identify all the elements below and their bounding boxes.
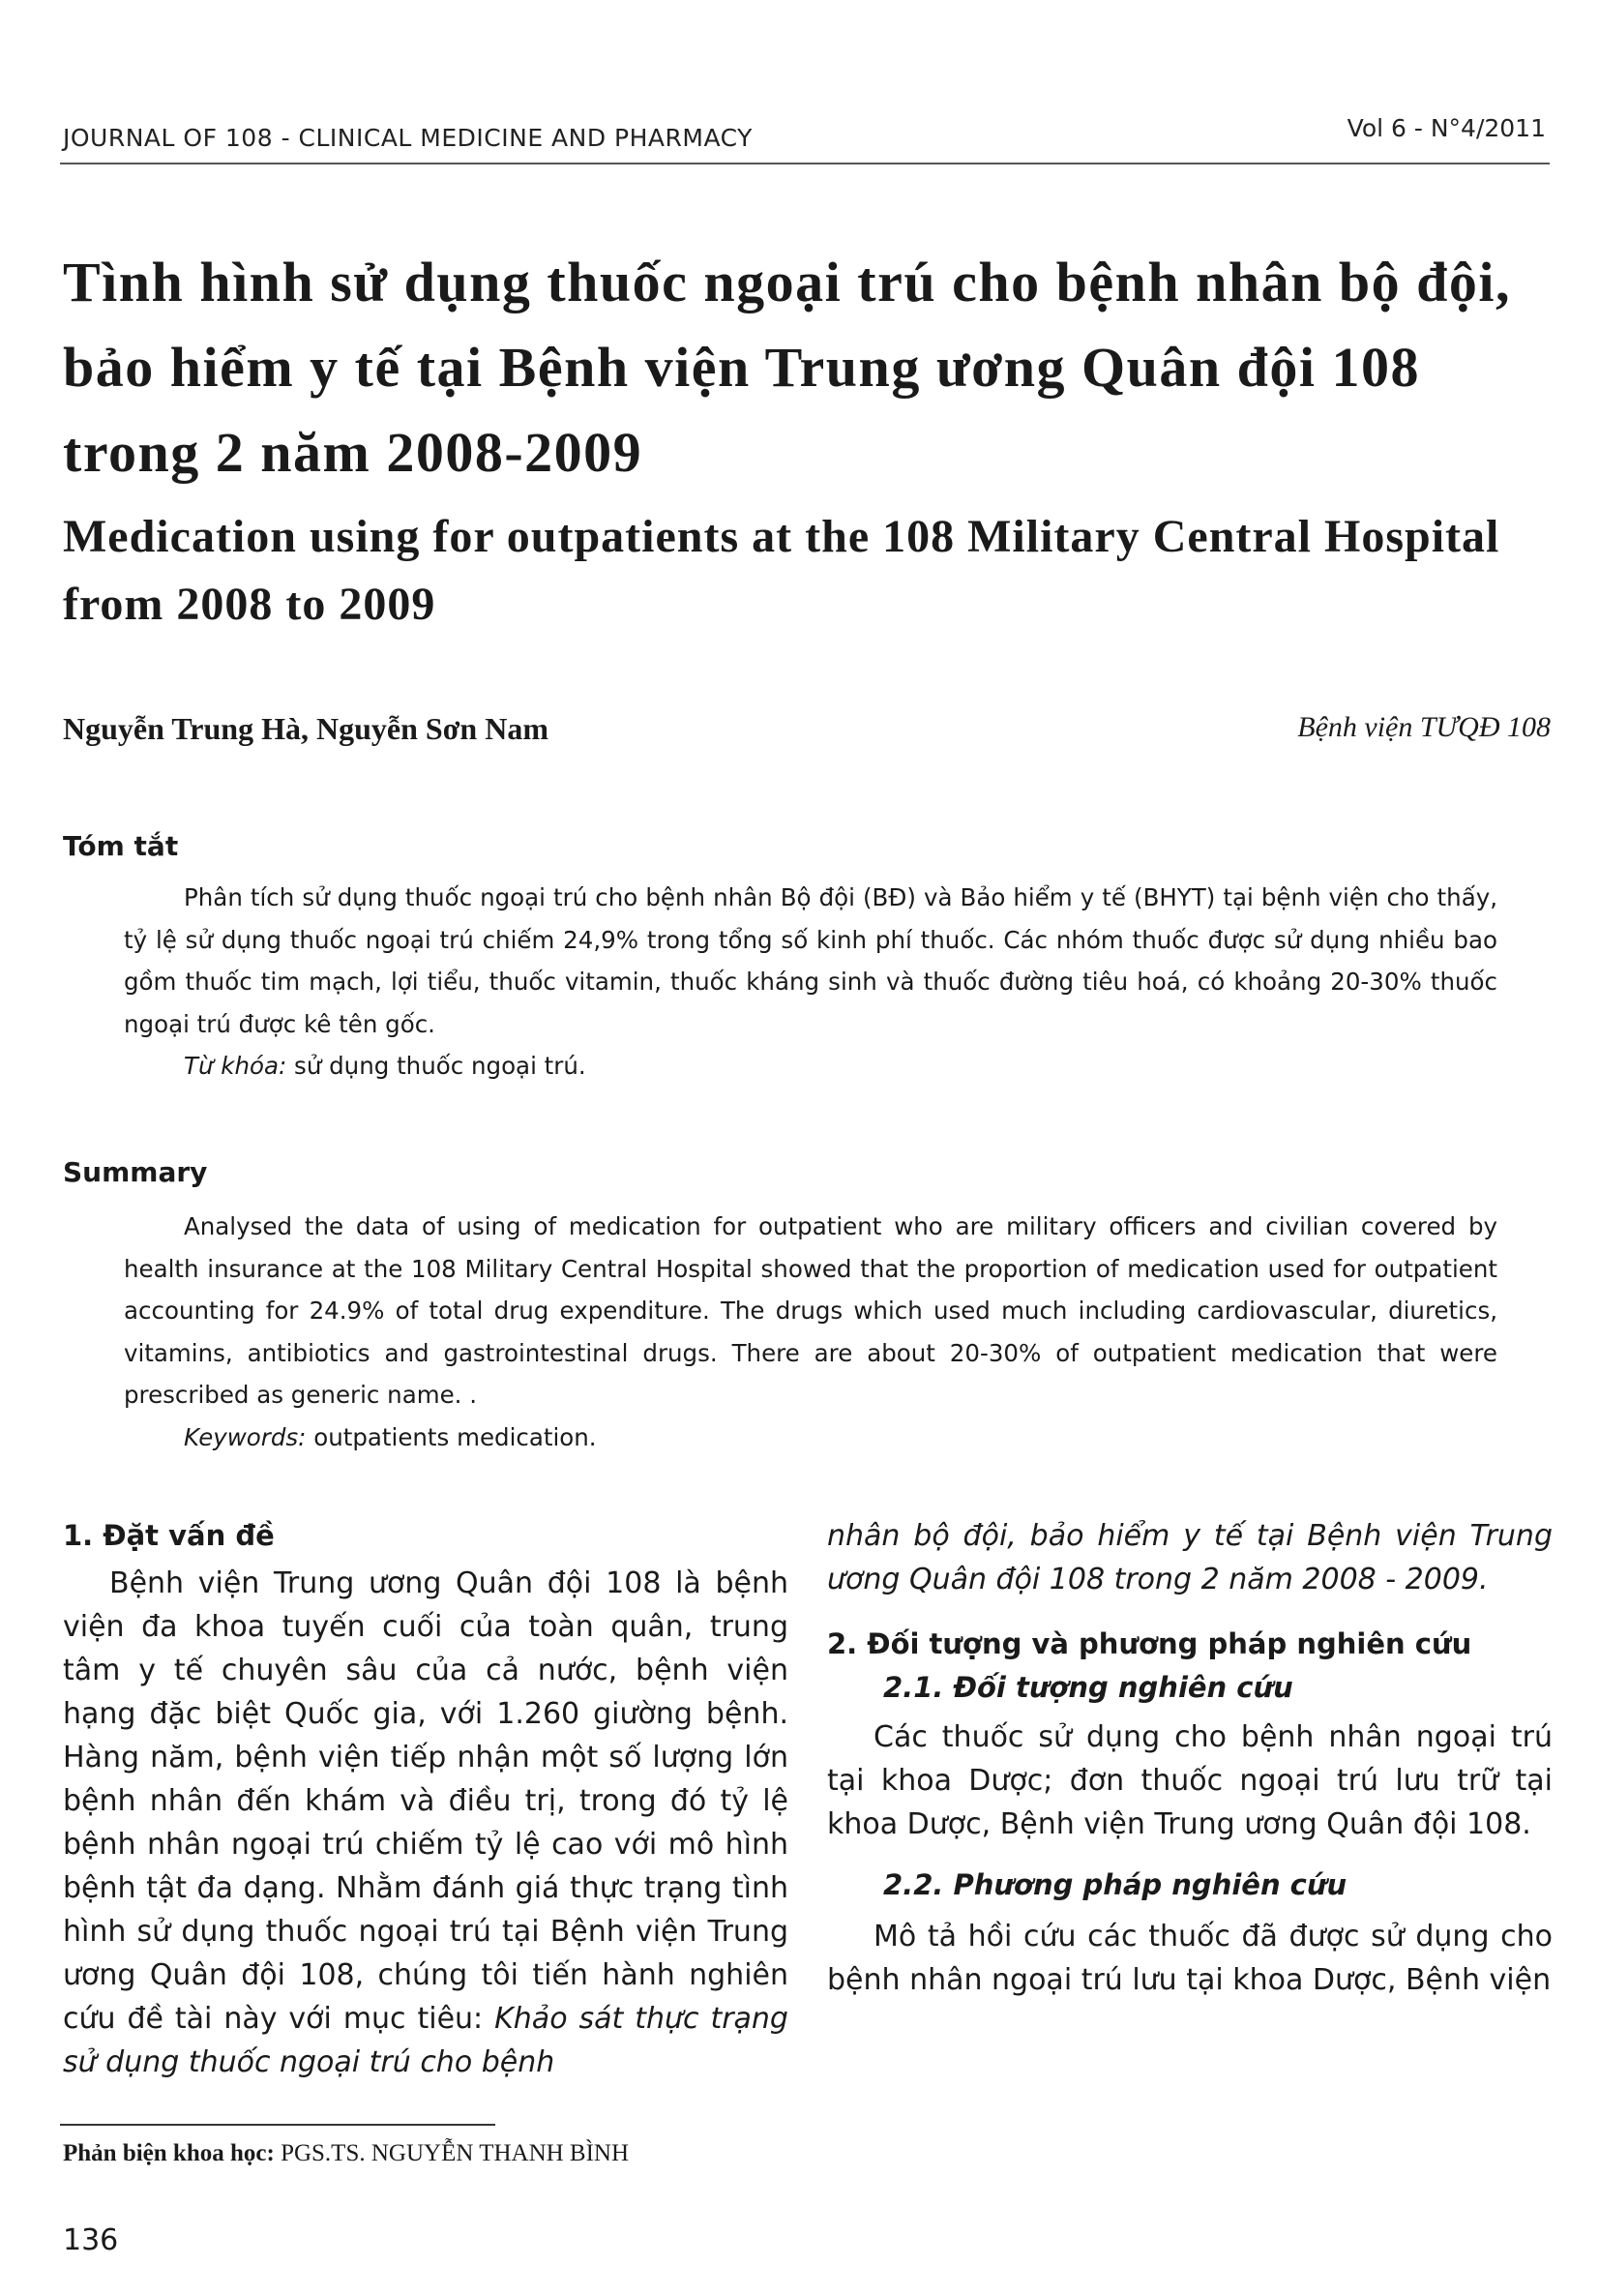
objective-continued: nhân bộ đội, bảo hiểm y tế tại Bệnh viện Trung ương Quân đội 108 trong 2 năm 2008 - 2009. <box>827 1519 1553 1596</box>
reviewer-name: PGS.TS. NGUYỄN THANH BÌNH <box>274 2140 630 2166</box>
keywords-label-vi: Từ khóa: <box>184 1052 287 1080</box>
reviewer-label: Phản biện khoa học: <box>63 2140 275 2166</box>
title-english: Medication using for outpatients at the 108 Military Central Hospital from 2008 to 2009 <box>63 511 1500 630</box>
footnote-divider <box>60 2124 495 2126</box>
summary-vi-keywords <box>124 1045 1497 1088</box>
left-column <box>63 1514 788 2084</box>
section-2-heading: 2. Đối tượng và phương pháp nghiên cứu <box>827 1627 1472 1660</box>
summary-vi-heading: Tóm tắt <box>63 830 179 862</box>
summary-vi <box>124 877 1497 1088</box>
authors: Nguyễn Trung Hà, Nguyễn Sơn Nam <box>63 711 548 746</box>
summary-en-heading: Summary <box>63 1156 208 1188</box>
footnote <box>63 2140 629 2167</box>
keywords-label-en: Keywords: <box>184 1422 307 1451</box>
summary-en-body: Analysed the data of using of medication for outpatient who are military officers and civilian covered by health insurance at the 108 Military Central Hospital showed that the proportion of medication used for outpatient accounting for 24.9% of total drug expenditure. The drugs which used much including cardiovascular, diuretics, vitamins, antibiotics and gastrointestinal drugs. There are about 20-30% of outpatient medication that were prescribed as generic name. . <box>124 1212 1497 1409</box>
summary-vi-body: Phân tích sử dụng thuốc ngoại trú cho bệnh nhân Bộ đội (BĐ) và Bảo hiểm y tế (BHYT) tại bệnh viện cho thấy, tỷ lệ sử dụng thuốc ngoại trú chiếm 24,9% trong tổng số kinh phí thuốc. Các nhóm thuốc được sử dụng nhiều bao gồm thuốc tim mạch, lợi tiểu, thuốc vitamin, thuốc kháng sinh và thuốc đường tiêu hoá, có khoảng 20-30% thuốc ngoại trú được kê tên gốc. <box>124 883 1497 1038</box>
page-number: 136 <box>63 2223 119 2257</box>
keywords-vi: sử dụng thuốc ngoại trú. <box>286 1052 586 1080</box>
right-column <box>827 1514 1553 2002</box>
section-2-2-heading: 2.2. Phương pháp nghiên cứu <box>883 1868 1347 1901</box>
keywords-en: outpatients medication. <box>306 1422 597 1451</box>
section-2-1-heading: 2.1. Đối tượng nghiên cứu <box>883 1671 1293 1704</box>
summary-en <box>124 1206 1497 1458</box>
header-divider <box>60 163 1550 164</box>
summary-en-keywords <box>124 1416 1497 1459</box>
volume-issue: Vol 6 - N°4/2011 <box>1347 114 1546 142</box>
section-1-body: Bệnh viện Trung ương Quân đội 108 là bệnh viện đa khoa tuyến cuối của toàn quân, trung tâm y tế chuyên sâu của cả nước, bệnh viện hạng đặc biệt Quốc gia, với 1.260 giường bệnh. Hàng năm, bệnh viện tiếp nhận một số lượng lớn bệnh nhân đến khám và điều trị, trong đó tỷ lệ bệnh nhân ngoại trú chiếm tỷ lệ cao với mô hình bệnh tật đa dạng. Nhằm đánh giá thực trạng tình hình sử dụng thuốc ngoại trú tại Bệnh viện Trung ương Quân đội 108, chúng tôi tiến hành nghiên cứu đề tài này với mục tiêu: Khảo sát thực trạng sử dụng thuốc ngoại trú cho bệnh <box>63 1566 788 2079</box>
objective-text: Khảo sát thực trạng sử dụng thuốc ngoại trú cho bệnh <box>63 2002 788 2079</box>
section-1-heading: 1. Đặt vấn đề <box>63 1519 275 1552</box>
section-2-2-body: Mô tả hồi cứu các thuốc đã được sử dụng cho bệnh nhân ngoại trú lưu tại khoa Dược, Bệnh viện <box>827 1920 1553 1997</box>
affiliation: Bệnh viện TƯQĐ 108 <box>1297 711 1551 743</box>
journal-name: JOURNAL OF 108 - CLINICAL MEDICINE AND PHARMACY <box>63 124 753 152</box>
section-2-1-body: Các thuốc sử dụng cho bệnh nhân ngoại trú tại khoa Dược; đơn thuốc ngoại trú lưu trữ tại khoa Dược, Bệnh viện Trung ương Quân đội 108. <box>827 1720 1553 1841</box>
title-vietnamese: Tình hình sử dụng thuốc ngoại trú cho bệnh nhân bộ đội, bảo hiểm y tế tại Bệnh viện Trung ương Quân đội 108 trong 2 năm 2008-2009 <box>63 251 1512 484</box>
